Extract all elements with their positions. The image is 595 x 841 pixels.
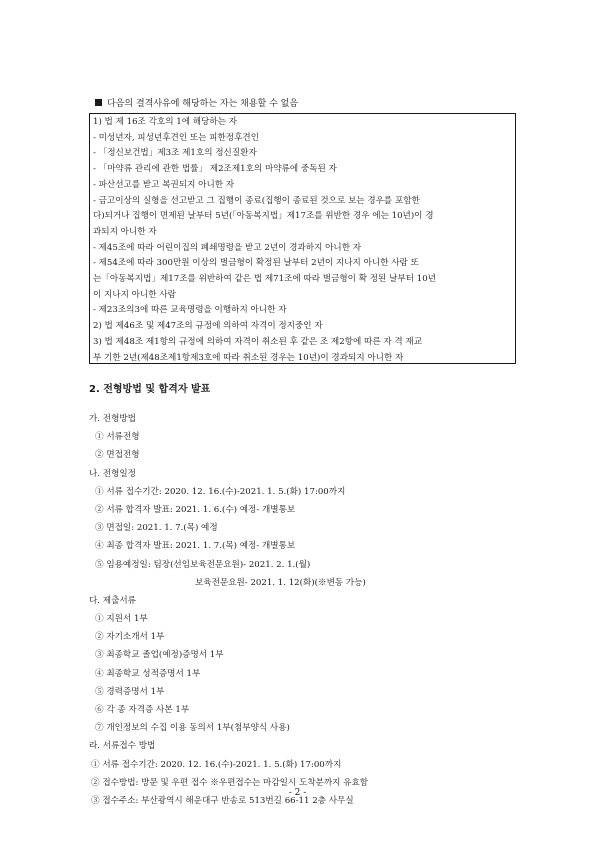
box-line: 1) 법 제 16조 각호의 1에 해당하는 자	[93, 117, 237, 127]
notice-text: 다음의 결격사유에 해당하는 자는 채용할 수 없음	[107, 99, 299, 109]
box-line: - 「마약류 관리에 관한 법률」 제2조제1호의 마약류에 중독된 자	[93, 164, 337, 175]
list-item: ① 서류전형	[95, 432, 140, 443]
subsection-title: 가. 전형방법	[89, 414, 136, 424]
box-line: - 「정신보건법」제3조 제1호의 정신질환자	[93, 148, 257, 159]
box-line: - 제23조의3에 따른 교육명령을 이행하지 아니한 자	[93, 305, 287, 316]
list-item: ① 지원서 1부	[95, 614, 148, 625]
list-item: ⑤ 임용예정일: 팀장(선임보육전문요원)- 2021. 2. 1.(월)	[95, 559, 311, 570]
box-line: - 미성년자, 피성년후견인 또는 피한정후견인	[93, 132, 259, 143]
list-item: ① 서류 접수기간: 2020. 12. 16.(수)-2021. 1. 5.(화) 17:00까지	[91, 759, 342, 770]
list-item: ② 서류 합격자 발표: 2021. 1. 6.(수) 예정- 개별통보	[95, 504, 296, 515]
box-line: - 파산선고를 받고 복권되지 아니한 자	[93, 179, 235, 190]
box-line: 이 지나지 아니한 사람	[93, 289, 176, 300]
list-item: ③ 면접일: 2021. 1. 7.(목) 예정	[95, 523, 218, 534]
section-heading: 2. 전형방법 및 합격자 발표	[89, 384, 211, 395]
box-line: 3) 법 제48조 제1항의 규정에 의하여 자격이 취소된 후 같은 조 제2항에 따른 자 격 재교	[93, 336, 423, 347]
list-item: ③ 접수주소: 부산광역시 해운대구 반송로 513번길 66-11 2층 사무실	[91, 795, 354, 806]
disqualification-box	[89, 113, 516, 364]
box-line: 다)되거나 집행이 면제된 날부터 5년(「아동복지법」제17조를 위반한 경우 에는 10년)이 경	[93, 211, 434, 222]
list-item: ② 자기소개서 1부	[95, 632, 165, 643]
list-item: ③ 최종학교 졸업(예정)증명서 1부	[95, 650, 224, 661]
box-line: - 금고이상의 실형을 선고받고 그 집행이 종료(집행이 종료된 것으로 보는 경우를 포함한	[93, 195, 420, 206]
subsection-title: 다. 제출서류	[89, 595, 136, 606]
list-item: ① 서류 접수기간: 2020. 12. 16.(수)-2021. 1. 5.(화) 17:00까지	[95, 486, 346, 497]
disqualification-notice	[95, 98, 298, 110]
box-line: 는「아동복지법」제17조를 위반하여 같은 법 제71조에 따라 벌금형이 확 정된 날부터 10년	[93, 274, 436, 285]
page-number: - 2 -	[288, 788, 307, 798]
subsection-title: 라. 서류접수 방법	[89, 741, 156, 752]
list-item: 보육전문요원- 2021. 1. 12(화)(※변동 가능)	[195, 577, 366, 588]
box-line: - 제54조에 따라 300만원 이상의 벌금형이 확정된 날부터 2년이 지나지 아니한 사람 또	[93, 258, 419, 269]
box-line: 과되지 아니한 자	[93, 226, 157, 237]
box-line: 2) 법 제46조 및 제47조의 규정에 의하여 자격이 정지중인 자	[93, 321, 323, 332]
list-item: ② 접수방법: 방문 및 우편 접수 ※우편접수는 마감일시 도착분까지 유효함	[91, 777, 369, 788]
list-item: ④ 최종 합격자 발표: 2021. 1. 7.(목) 예정- 개별통보	[95, 541, 296, 552]
list-item: ⑤ 경력증명서 1부	[95, 686, 165, 697]
black-square-icon	[95, 99, 102, 106]
subsection-title: 나. 전형일정	[89, 468, 136, 479]
box-line: - 제45조에 따라 어린이집의 폐쇄명령을 받고 2년이 경과하지 아니한 자	[93, 242, 362, 253]
list-item: ④ 최종학교 성적증명서 1부	[95, 668, 201, 679]
box-line: 부 기한 2년(제48조제1항제3호에 따라 취소된 경우는 10년)이 경과되지 아니한 자	[93, 352, 404, 363]
list-item: ⑦ 개인정보의 수집 이용 동의서 1부(첨부양식 사용)	[95, 723, 290, 734]
list-item: ⑥ 각 종 자격증 사본 1부	[95, 705, 190, 715]
screening-section	[89, 410, 368, 810]
list-item: ② 면접전형	[95, 450, 140, 461]
